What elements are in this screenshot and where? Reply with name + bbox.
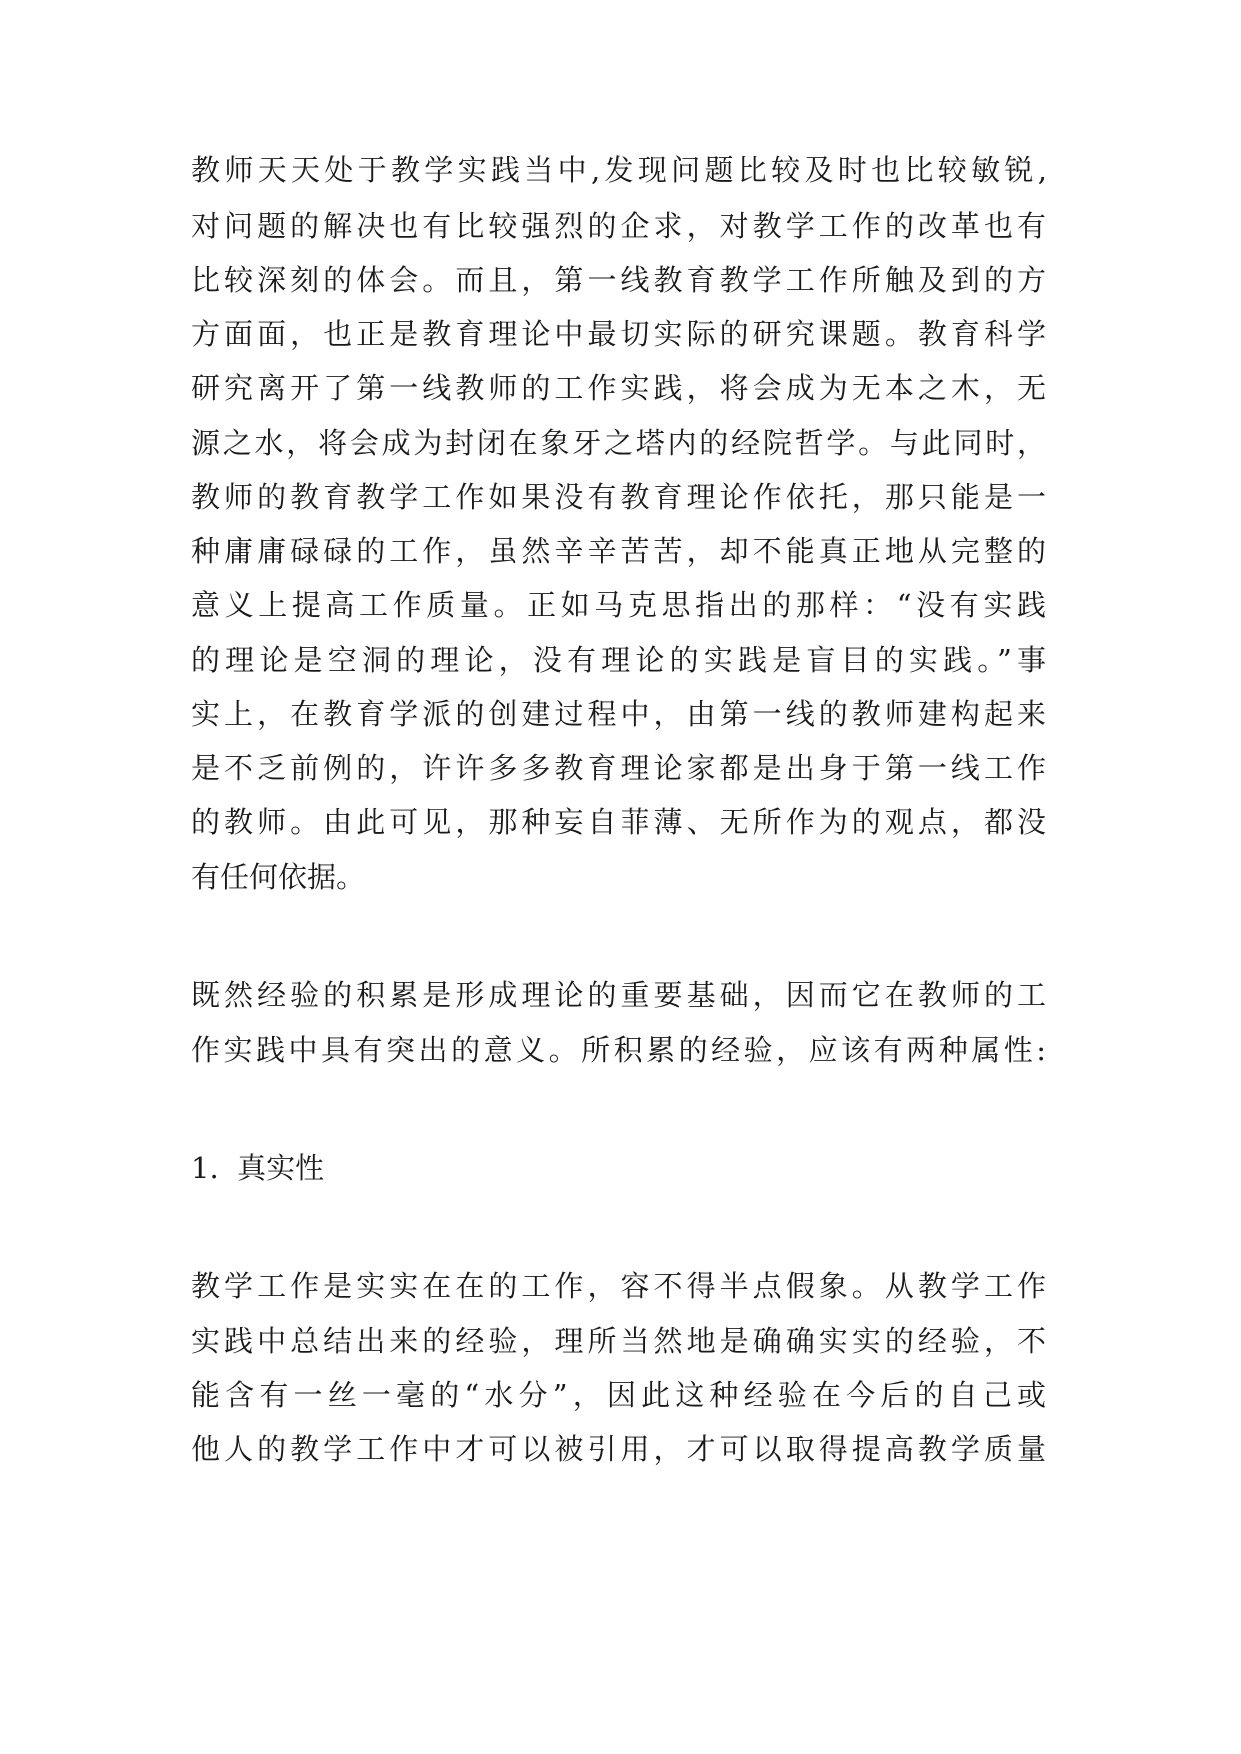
paragraph-line: 教师的教育教学工作如果没有教育理论作依托，那只能是一 — [191, 480, 1046, 514]
paragraph-line: 实践中总结出来的经验，理所当然地是确确实实的经验，不 — [191, 1324, 1046, 1358]
paragraph-line: 有任何依据。 — [191, 860, 366, 894]
paragraph-line: 实上，在教育学派的创建过程中，由第一线的教师建构起来 — [191, 697, 1046, 731]
paragraph-line: 教学工作是实实在在的工作，容不得半点假象。从教学工作 — [191, 1269, 1046, 1303]
paragraph-line: 是不乏前例的，许许多多教育理论家都是出身于第一线工作 — [191, 751, 1046, 785]
paragraph-line: 源之水，将会成为封闭在象牙之塔内的经院哲学。与此同时， — [191, 426, 1046, 460]
paragraph-line: 的教师。由此可见，那种妄自菲薄、无所作为的观点，都没 — [191, 805, 1046, 839]
paragraph-line: 种庸庸碌碌的工作，虽然辛辛苦苦，却不能真正地从完整的 — [191, 534, 1046, 568]
paragraph-line: 方面面，也正是教育理论中最切实际的研究课题。教育科学 — [191, 317, 1046, 351]
paragraph-line: 教师天天处于教学实践当中,发现问题比较及时也比较敏锐, — [191, 153, 1047, 187]
paragraph-line: 的理论是空洞的理论，没有理论的实践是盲目的实践。”事 — [191, 643, 1046, 677]
paragraph-line: 作实践中具有突出的意义。所积累的经验，应该有两种属性: — [191, 1033, 1046, 1067]
paragraph-line: 能含有一丝一毫的“水分”，因此这种经验在今后的自己或 — [191, 1378, 1046, 1412]
section-heading: 1. 真实性 — [191, 1151, 325, 1185]
paragraph-line: 比较深刻的体会。而且，第一线教育教学工作所触及到的方 — [191, 263, 1046, 297]
paragraph-line: 既然经验的积累是形成理论的重要基础，因而它在教师的工 — [191, 978, 1046, 1012]
paragraph-line: 研究离开了第一线教师的工作实践，将会成为无本之木，无 — [191, 371, 1046, 405]
paragraph-line: 他人的教学工作中才可以被引用，才可以取得提高教学质量 — [191, 1432, 1046, 1466]
paragraph-line: 意义上提高工作质量。正如马克思指出的那样：“没有实践 — [191, 588, 1046, 622]
paragraph-line: 对问题的解决也有比较强烈的企求，对教学工作的改革也有 — [191, 209, 1046, 243]
